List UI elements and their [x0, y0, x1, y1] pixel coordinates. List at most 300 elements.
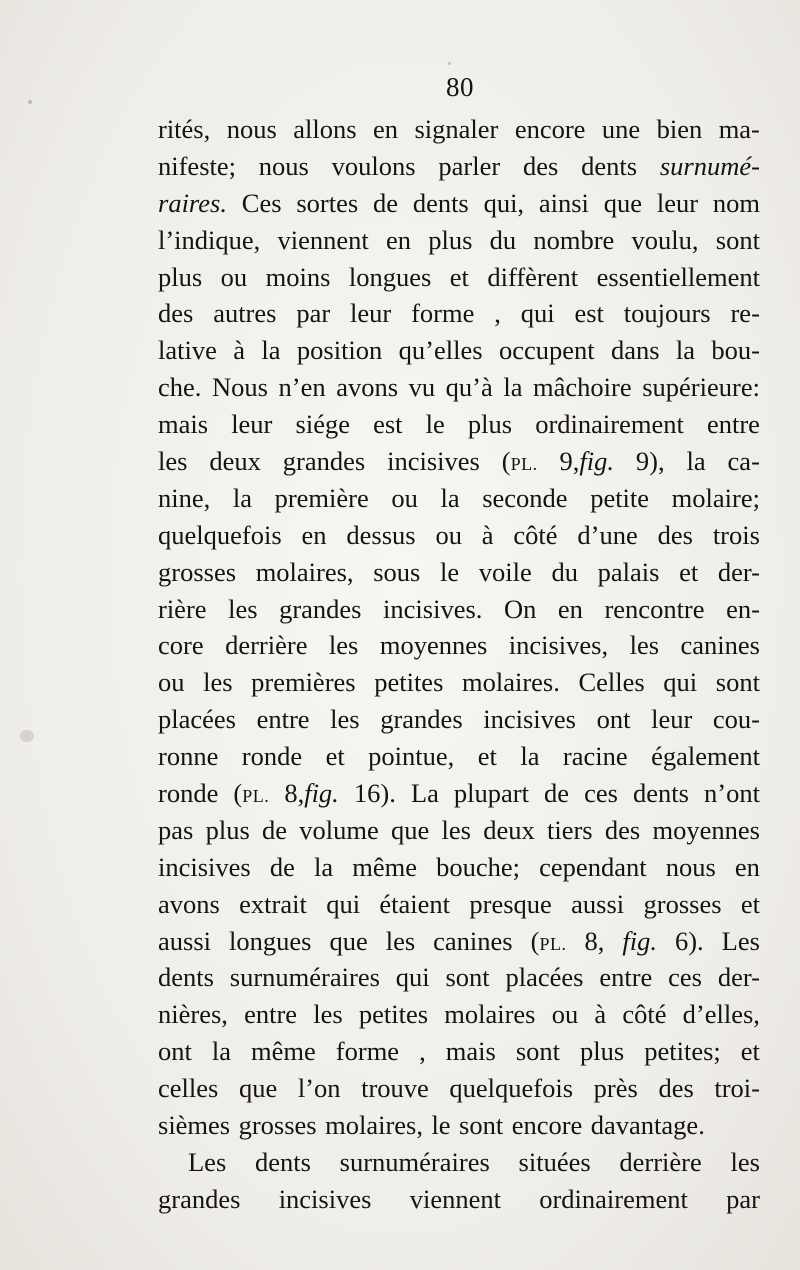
word: [713, 517, 760, 554]
word: [336, 1033, 399, 1070]
word: [158, 959, 214, 996]
text-run: incisives: [387, 446, 480, 477]
word: [658, 1070, 693, 1107]
text-run: occupent: [498, 335, 595, 366]
text-run: grandes: [158, 1183, 241, 1214]
text-line: [158, 1107, 760, 1144]
word: [594, 1070, 638, 1107]
text-run: et: [449, 261, 469, 292]
word: [539, 849, 646, 886]
text-run: entre: [256, 704, 310, 735]
text-run: Les: [188, 1146, 227, 1177]
text-run: petite: [590, 482, 650, 513]
word: [239, 1107, 317, 1144]
italic-text: fig.: [622, 925, 657, 956]
word: [255, 1144, 311, 1181]
word: [520, 738, 539, 775]
text-run: plus: [158, 261, 203, 292]
word: [502, 443, 538, 480]
word: [225, 627, 307, 664]
text-run: 8,: [584, 925, 605, 956]
word: [726, 1181, 760, 1218]
text-run: sont: [515, 1036, 560, 1067]
text-run: des: [657, 519, 693, 550]
word: [380, 701, 462, 738]
word: [630, 627, 659, 664]
word: [212, 369, 268, 406]
text-run: incisives.: [383, 593, 483, 624]
text-run: les: [328, 630, 359, 661]
word: [391, 480, 418, 517]
word: [410, 1181, 501, 1218]
word: [535, 406, 684, 443]
text-run: moyennes: [652, 814, 760, 845]
word: [454, 775, 529, 812]
word: [440, 554, 459, 591]
word: [513, 517, 557, 554]
word: [158, 517, 282, 554]
text-run: leur: [231, 409, 273, 440]
word: [435, 517, 462, 554]
text-line: [158, 222, 760, 259]
word: [622, 923, 657, 960]
text-run: de: [544, 778, 570, 809]
word: [212, 1033, 231, 1070]
text-line: [158, 332, 760, 369]
text-run: dents: [633, 778, 689, 809]
text-run: plus: [205, 814, 250, 845]
text-run: bien: [656, 114, 703, 144]
text-run: extrait: [239, 888, 307, 919]
word: [158, 185, 227, 222]
text-run: canines: [680, 630, 760, 661]
word: [574, 295, 603, 332]
text-run: et: [679, 556, 699, 587]
word: [284, 775, 338, 812]
text-run: Celles: [578, 667, 645, 698]
text-run: longues: [229, 925, 312, 956]
word: [368, 738, 454, 775]
text-line: [158, 1181, 760, 1218]
word: [449, 1070, 573, 1107]
text-line: [158, 517, 760, 554]
word: [676, 332, 695, 369]
word: [346, 517, 415, 554]
word: [203, 664, 232, 701]
text-run: nous: [258, 150, 309, 181]
word: [482, 480, 567, 517]
text-run: molaires,: [325, 1110, 423, 1141]
text-run: vu: [408, 372, 436, 403]
text-run: canines: [433, 925, 513, 956]
text-run: côté: [513, 519, 558, 550]
text-run: seconde: [482, 482, 568, 513]
text-run: longues: [348, 261, 432, 292]
word: [259, 148, 309, 185]
text-run: sièmes: [158, 1110, 231, 1141]
word: [298, 1070, 341, 1107]
word: [158, 259, 202, 296]
text-run: entre: [706, 409, 760, 440]
text-run: leur: [651, 704, 693, 735]
text-run: qui,: [483, 187, 525, 218]
text-run: n’en: [278, 372, 326, 403]
text-run: de: [262, 814, 288, 845]
word: [658, 517, 693, 554]
text-run: grandes: [282, 446, 366, 477]
text-run: la: [675, 335, 696, 366]
word: [482, 517, 494, 554]
text-run: les: [158, 446, 188, 477]
word: [711, 332, 760, 369]
word: [598, 554, 660, 591]
text-run: On: [503, 593, 537, 624]
word: [584, 775, 618, 812]
text-run: les: [330, 704, 360, 735]
text-run: (: [501, 446, 511, 477]
text-run: (: [530, 925, 540, 956]
text-run: et: [740, 1036, 760, 1067]
text-line: [158, 259, 760, 296]
text-run: est: [574, 298, 604, 329]
text-run: et: [477, 741, 497, 772]
text-run: placées: [505, 962, 584, 993]
word: [158, 738, 218, 775]
text-run: dans: [610, 335, 660, 366]
text-run: sont: [459, 1110, 504, 1141]
word: [383, 591, 482, 628]
text-run: les: [313, 999, 343, 1030]
word: [459, 1107, 503, 1144]
paper-speck: [20, 730, 34, 742]
word: [279, 1181, 372, 1218]
word: [681, 627, 760, 664]
word: [158, 295, 193, 332]
word: [158, 369, 201, 406]
text-run: même: [352, 851, 418, 882]
word: [374, 664, 443, 701]
word: [547, 812, 593, 849]
text-run: ou: [391, 482, 418, 513]
word: [354, 775, 396, 812]
text-run: les: [730, 1146, 760, 1177]
word: [619, 1144, 701, 1181]
word: [719, 111, 760, 148]
word: [221, 259, 248, 296]
text-run: nifeste;: [158, 150, 236, 181]
text-run: en: [734, 851, 760, 882]
italic-text: fig.: [579, 446, 614, 477]
text-run: Nous: [211, 372, 268, 403]
word: [361, 1070, 429, 1107]
text-run: ont: [596, 704, 631, 735]
text-run: forme: [411, 298, 475, 329]
italic-text: fig.: [304, 778, 339, 809]
word: [741, 1033, 760, 1070]
word: [478, 738, 497, 775]
text-run: des: [523, 150, 559, 181]
word: [379, 886, 450, 923]
text-line: [158, 664, 760, 701]
word: [296, 295, 330, 332]
text-run: nous: [665, 851, 716, 882]
text-run: en: [557, 593, 583, 624]
word: [594, 996, 606, 1033]
word: [158, 111, 210, 148]
text-run: la: [520, 741, 540, 772]
text-run: ,: [419, 1036, 426, 1067]
text-run: mais: [445, 1036, 496, 1067]
text-run: la: [686, 446, 706, 477]
text-run: la: [440, 482, 460, 513]
word: [158, 849, 251, 886]
text-run: petites;: [644, 1036, 721, 1067]
word: [718, 554, 760, 591]
text-run: che.: [158, 372, 202, 403]
word: [399, 332, 483, 369]
word: [462, 664, 560, 701]
text-run: de: [269, 851, 295, 882]
text-run: Ces: [241, 187, 282, 218]
text-run: les: [385, 925, 416, 956]
word: [158, 1033, 192, 1070]
text-run: entre: [599, 962, 653, 993]
word: [296, 406, 350, 443]
text-run: les: [203, 667, 233, 698]
text-run: racine: [562, 741, 628, 772]
text-line: [158, 627, 760, 664]
text-run: 8,: [284, 778, 305, 809]
text-run: dents: [255, 1146, 311, 1177]
word: [599, 959, 652, 996]
text-run: nombre: [533, 224, 615, 255]
text-run: ces: [668, 962, 702, 993]
word: [580, 1033, 624, 1070]
word: [251, 1033, 316, 1070]
text-run: avons: [336, 372, 399, 403]
body-text: [158, 111, 760, 1218]
text-run: ronne: [158, 741, 219, 772]
text-run: une: [601, 114, 641, 144]
small-caps-text: PL.: [242, 786, 270, 807]
text-run: en: [373, 114, 399, 144]
text-run: côté: [622, 999, 667, 1030]
word: [242, 185, 282, 222]
word: [523, 148, 558, 185]
text-run: sont: [445, 962, 490, 993]
text-run: Les: [721, 925, 760, 956]
text-run: grandes: [279, 593, 362, 624]
word: [484, 185, 525, 222]
word: [409, 369, 436, 406]
word: [158, 775, 218, 812]
word: [644, 886, 722, 923]
text-run: entre: [244, 999, 298, 1030]
text-run: première: [274, 482, 369, 513]
text-line: [158, 369, 760, 406]
word: [158, 627, 204, 664]
word: [519, 1144, 591, 1181]
text-run: viennent: [409, 1183, 501, 1214]
text-run: 9),: [635, 446, 665, 477]
word: [668, 959, 702, 996]
text-run: qui: [395, 962, 430, 993]
word: [479, 554, 532, 591]
text-run: que: [238, 1073, 278, 1104]
text-run: ,: [494, 298, 501, 329]
word: [239, 1070, 277, 1107]
word: [262, 812, 287, 849]
word: [716, 664, 760, 701]
word: [414, 111, 498, 148]
text-run: premières: [251, 667, 356, 698]
text-run: dents: [412, 187, 469, 218]
word: [499, 332, 595, 369]
text-run: qui: [663, 667, 698, 698]
word: [386, 923, 415, 960]
text-run: siége: [295, 409, 350, 440]
text-run: d’une: [577, 519, 638, 550]
word: [251, 664, 355, 701]
word: [411, 775, 439, 812]
word: [293, 111, 356, 148]
word: [206, 812, 250, 849]
word: [231, 406, 272, 443]
word: [735, 849, 760, 886]
text-run: incisives,: [508, 630, 609, 661]
word: [714, 1070, 760, 1107]
text-run: ont: [158, 1036, 192, 1067]
word: [591, 1107, 705, 1144]
text-run: ordinairement: [535, 409, 684, 440]
word: [233, 480, 252, 517]
text-run: aussi: [158, 925, 211, 956]
text-line: [158, 406, 760, 443]
text-run: ordinairement: [539, 1183, 688, 1214]
text-run: ou: [435, 519, 462, 550]
text-line: [158, 996, 760, 1033]
word: [726, 591, 760, 628]
word: [158, 480, 210, 517]
word: [558, 591, 583, 628]
word: [158, 591, 207, 628]
text-run: plupart: [453, 778, 529, 809]
text-run: sont: [715, 224, 760, 255]
word: [521, 295, 555, 332]
word: [325, 1107, 423, 1144]
text-run: le: [440, 556, 460, 587]
word: [494, 295, 501, 332]
text-run: aussi: [571, 888, 625, 919]
text-run: le: [425, 409, 445, 440]
text-run: ou: [551, 999, 579, 1030]
text-run: le: [431, 1110, 451, 1141]
text-run: molaire;: [671, 482, 760, 513]
text-run: placées: [158, 704, 236, 735]
word: [468, 406, 512, 443]
text-run: du: [489, 224, 517, 255]
text-run: les: [629, 630, 660, 661]
text-run: petites: [358, 999, 429, 1030]
text-run: que: [391, 814, 430, 845]
word: [636, 443, 665, 480]
word: [516, 1033, 560, 1070]
word: [533, 369, 632, 406]
text-run: plus: [467, 409, 513, 440]
text-run: plus: [428, 224, 473, 255]
word: [158, 554, 236, 591]
word: [266, 259, 331, 296]
text-run: troi-: [714, 1073, 760, 1104]
word: [651, 738, 760, 775]
word: [503, 369, 522, 406]
text-line: [158, 148, 760, 185]
word: [450, 259, 469, 296]
text-run: tiers: [547, 814, 593, 845]
text-run: ou: [158, 667, 185, 698]
text-run: leur: [350, 298, 392, 329]
text-run: molaires.: [461, 667, 560, 698]
text-run: sont: [715, 667, 760, 698]
word: [158, 222, 260, 259]
text-run: qu’elles: [398, 335, 483, 366]
text-line: [158, 775, 760, 812]
word: [469, 886, 551, 923]
word: [663, 664, 697, 701]
word: [283, 443, 365, 480]
word: [509, 627, 608, 664]
text-run: ainsi: [538, 187, 589, 218]
text-run: dessus: [346, 519, 416, 550]
text-run: grosses: [643, 888, 722, 919]
small-caps-text: PL.: [539, 933, 567, 954]
word: [731, 1144, 760, 1181]
word: [419, 1033, 426, 1070]
text-run: cependant: [539, 851, 647, 882]
text-run: nous: [226, 114, 277, 144]
word: [213, 295, 276, 332]
word: [387, 443, 480, 480]
text-run: core: [158, 630, 204, 661]
word: [651, 701, 692, 738]
text-run: près: [593, 1073, 638, 1104]
text-run: der-: [717, 962, 760, 993]
text-run: sous: [373, 556, 421, 587]
word: [275, 480, 369, 517]
text-line: [158, 443, 760, 480]
word: [506, 959, 584, 996]
text-run: supérieure:: [642, 372, 760, 403]
text-run: ronde: [158, 778, 219, 809]
word: [261, 332, 280, 369]
text-run: des: [658, 1073, 694, 1104]
word: [380, 627, 487, 664]
text-line: [158, 701, 760, 738]
word: [188, 1144, 226, 1181]
word: [602, 111, 640, 148]
text-run: trois: [712, 519, 760, 550]
word: [373, 554, 420, 591]
word: [633, 775, 689, 812]
text-run: que: [603, 187, 643, 218]
text-run: nine,: [158, 482, 211, 513]
text-run: qu’à: [445, 372, 493, 403]
text-run: plus: [580, 1036, 625, 1067]
word: [483, 812, 535, 849]
text-run: pointue,: [368, 741, 455, 772]
page-number: 80: [446, 72, 474, 102]
text-run: position: [296, 335, 383, 366]
